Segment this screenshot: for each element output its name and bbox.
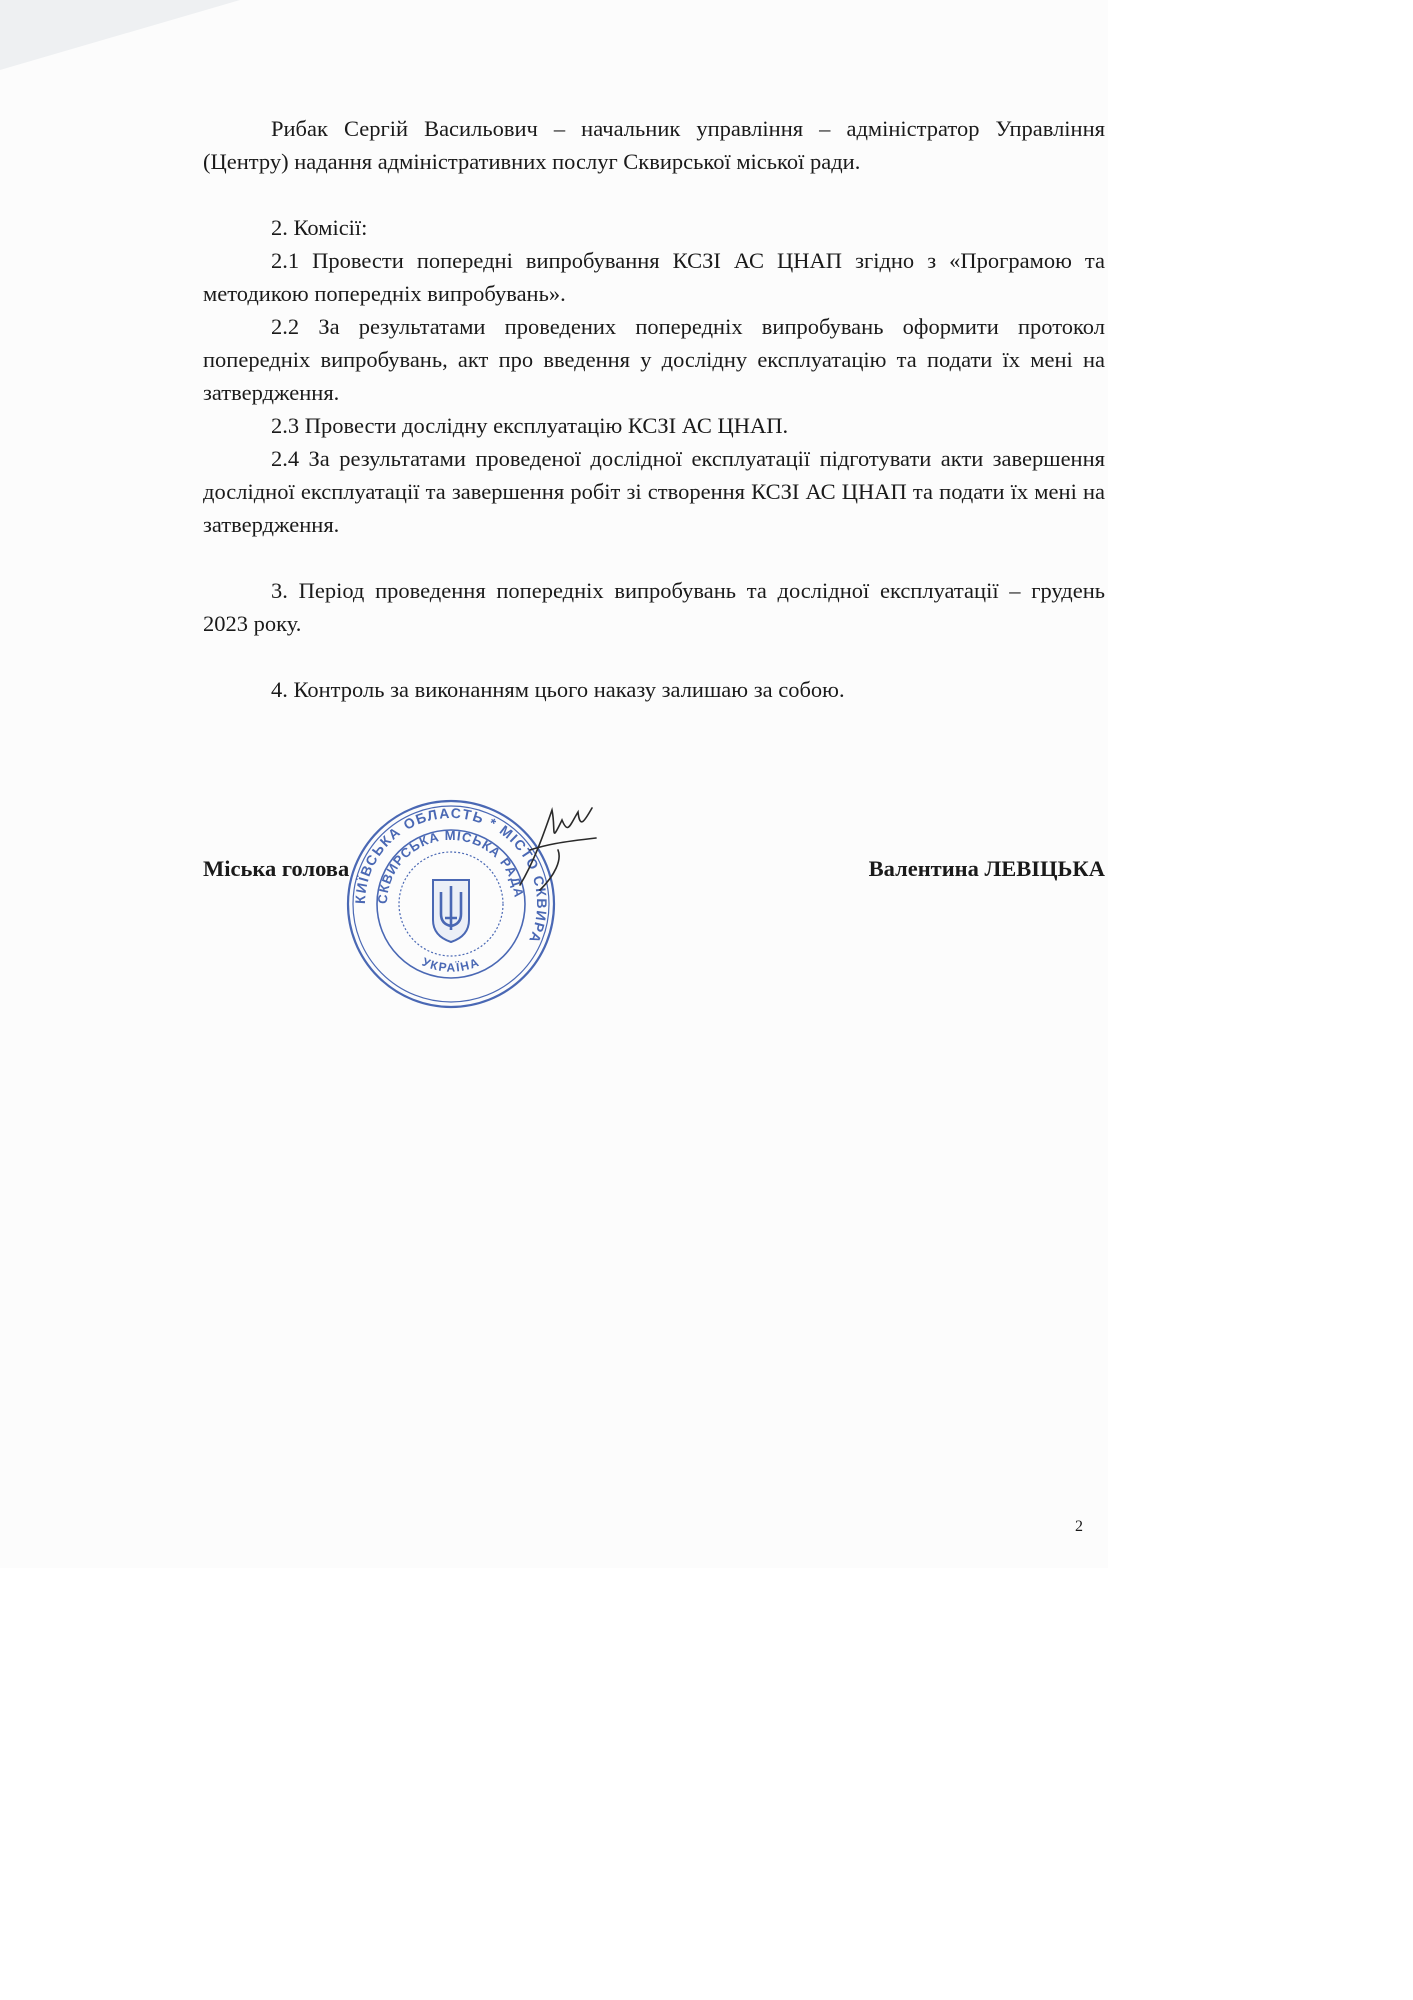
handwritten-signature — [500, 790, 610, 900]
svg-text:УКРАЇНА — [420, 955, 482, 975]
paragraph-member: Рибак Сергій Васильович – начальник управління – адміністратор Управління (Центру) надання адміністративних послуг Сквирської міської ради. — [203, 116, 1105, 174]
paragraph-3-period: 3. Період проведення попередніх випробувань та дослідної експлуатації – грудень 2023 року. — [203, 578, 1105, 636]
paragraph-2-2: 2.2 За результатами проведених попередніх випробувань оформити протокол попередніх випробувань, акт про введення у дослідну експлуатацію та подати їх мені на затвердження. — [203, 314, 1105, 405]
paragraph-2-1: 2.1 Провести попередні випробування КСЗІ АС ЦНАП згідно з «Програмою та методикою попередніх випробувань». — [203, 248, 1105, 306]
signer-name: Валентина ЛЕВІЦЬКА — [868, 856, 1105, 881]
seal-outer-text: КИЇВСЬКА ОБЛАСТЬ * МІСТО СКВИРА — [351, 804, 551, 947]
paragraph-commission-heading: 2. Комісії: — [271, 215, 368, 240]
page-number: 2 — [1075, 1518, 1083, 1535]
trident-emblem-icon — [433, 880, 469, 942]
page-fold-shadow — [0, 0, 240, 70]
paragraph-4-control: 4. Контроль за виконанням цього наказу залишаю за собою. — [271, 677, 845, 702]
seal-bottom-text: УКРАЇНА — [420, 954, 482, 975]
signature-block — [203, 856, 1105, 896]
seal-inner-text: СКВИРСЬКА МІСЬКА РАДА — [374, 827, 527, 905]
order-body — [203, 112, 1105, 706]
paragraph-2-3: 2.3 Провести дослідну експлуатацію КСЗІ АС ЦНАП. — [271, 413, 789, 438]
signer-title: Міська голова — [203, 856, 350, 881]
paragraph-2-4: 2.4 За результатами проведеної дослідної експлуатації підготувати акти завершення дослідної експлуатації та завершення робіт зі створення КСЗІ АС ЦНАП та подати їх мені на затвердження. — [203, 446, 1105, 537]
